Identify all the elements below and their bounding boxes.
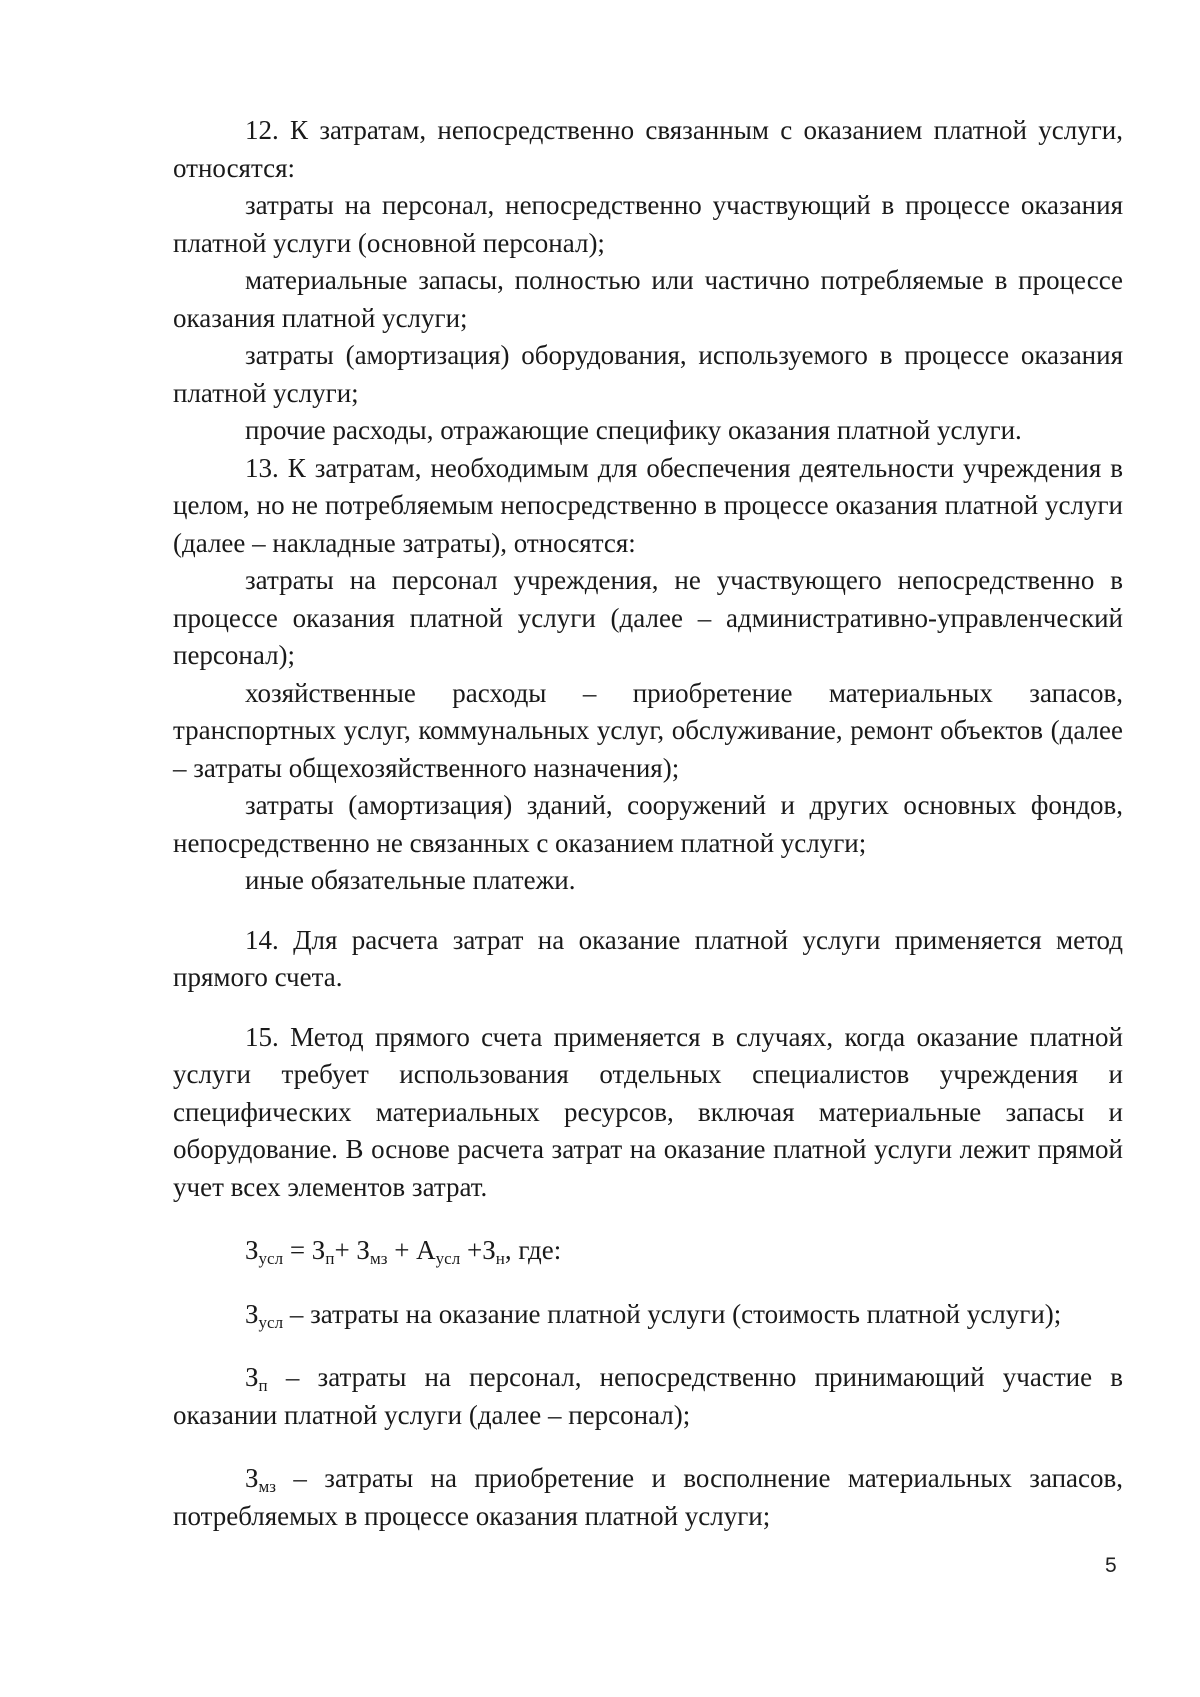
formula-subscript: усл [435, 1249, 461, 1268]
paragraph-12-item-equipment: затраты (амортизация) оборудования, используемого в процессе оказания платной услуги; [173, 340, 1123, 408]
definition-text: – затраты на персонал, непосредственно принимающий участие в оказании платной услуги (далее – персонал); [173, 1362, 1123, 1430]
definition-symbol: З [245, 1362, 259, 1392]
definition-subscript: усл [258, 1312, 284, 1332]
definition-zusl [173, 1296, 1123, 1334]
document-page [173, 112, 1123, 1535]
definition-symbol: З [245, 1463, 259, 1493]
page-number: 5 [1105, 1554, 1117, 1577]
spacer [173, 997, 1123, 1019]
spacer [173, 900, 1123, 922]
formula-symbol: А [416, 1235, 436, 1265]
definition-text: – затраты на оказание платной услуги (стоимость платной услуги); [283, 1298, 1062, 1329]
paragraph-13: 13. К затратам, необходимым для обеспечения деятельности учреждения в целом, но не потребляемым непосредственно в процессе оказания платной услуги (далее – накладные затраты), относятся: [173, 452, 1123, 558]
formula-symbol: З [482, 1235, 496, 1265]
definition-zp [173, 1359, 1123, 1434]
formula-subscript: усл [258, 1249, 284, 1268]
formula-subscript: н [495, 1249, 505, 1268]
definition-text: – затраты на приобретение и восполнение материальных запасов, потребляемых в процессе оказания платной услуги; [173, 1463, 1123, 1531]
paragraph-12-item-other: прочие расходы, отражающие специфику оказания платной услуги. [245, 415, 1022, 445]
spacer [173, 1206, 1123, 1232]
formula-symbol: З [311, 1235, 326, 1265]
spacer [173, 1333, 1123, 1359]
paragraph-15: 15. Метод прямого счета применяется в случаях, когда оказание платной услуги требует использования отдельных специалистов учреждения и специфических материальных ресурсов, включая материальные запасы и оборудование. В основе расчета затрат на оказание платной услуги лежит прямой учет всех элементов затрат. [173, 1021, 1123, 1202]
cost-formula [173, 1232, 1123, 1270]
definition-subscript: мз [258, 1477, 277, 1496]
spacer [173, 1434, 1123, 1460]
paragraph-13-item-household: хозяйственные расходы – приобретение материальных запасов, транспортных услуг, коммунальных услуг, обслуживание, ремонт объектов (далее – затраты общехозяйственного назначения); [173, 677, 1123, 783]
formula-symbol: З [356, 1235, 370, 1265]
formula-operator: = [283, 1235, 312, 1265]
paragraph-14: 14. Для расчета затрат на оказание платной услуги применяется метод прямого счета. [173, 924, 1123, 992]
paragraph-13-item-buildings: затраты (амортизация) зданий, сооружений и других основных фондов, непосредственно не связанных с оказанием платной услуги; [173, 790, 1123, 858]
formula-operator: + [334, 1235, 357, 1265]
formula-tail: , где: [504, 1235, 562, 1265]
spacer [173, 1270, 1123, 1296]
paragraph-12-item-personnel: затраты на персонал, непосредственно участвующий в процессе оказания платной услуги (основной персонал); [173, 190, 1123, 258]
paragraph-12: 12. К затратам, непосредственно связанным с оказанием платной услуги, относятся: [173, 115, 1123, 183]
formula-subscript: п [325, 1249, 335, 1268]
definition-zmz [173, 1460, 1123, 1535]
paragraph-13-item-payments: иные обязательные платежи. [245, 865, 576, 895]
formula-operator: + [387, 1235, 417, 1265]
formula-operator: + [460, 1235, 483, 1265]
definition-subscript: п [258, 1376, 268, 1395]
paragraph-13-item-admin-personnel: затраты на персонал учреждения, не участвующего непосредственно в процессе оказания платной услуги (далее – административно-управленческий персонал); [173, 565, 1123, 670]
formula-subscript: мз [369, 1249, 388, 1268]
paragraph-12-item-materials: материальные запасы, полностью или частично потребляемые в процессе оказания платной услуги; [173, 265, 1123, 333]
definition-symbol: З [245, 1298, 259, 1329]
formula-symbol: З [245, 1235, 259, 1265]
